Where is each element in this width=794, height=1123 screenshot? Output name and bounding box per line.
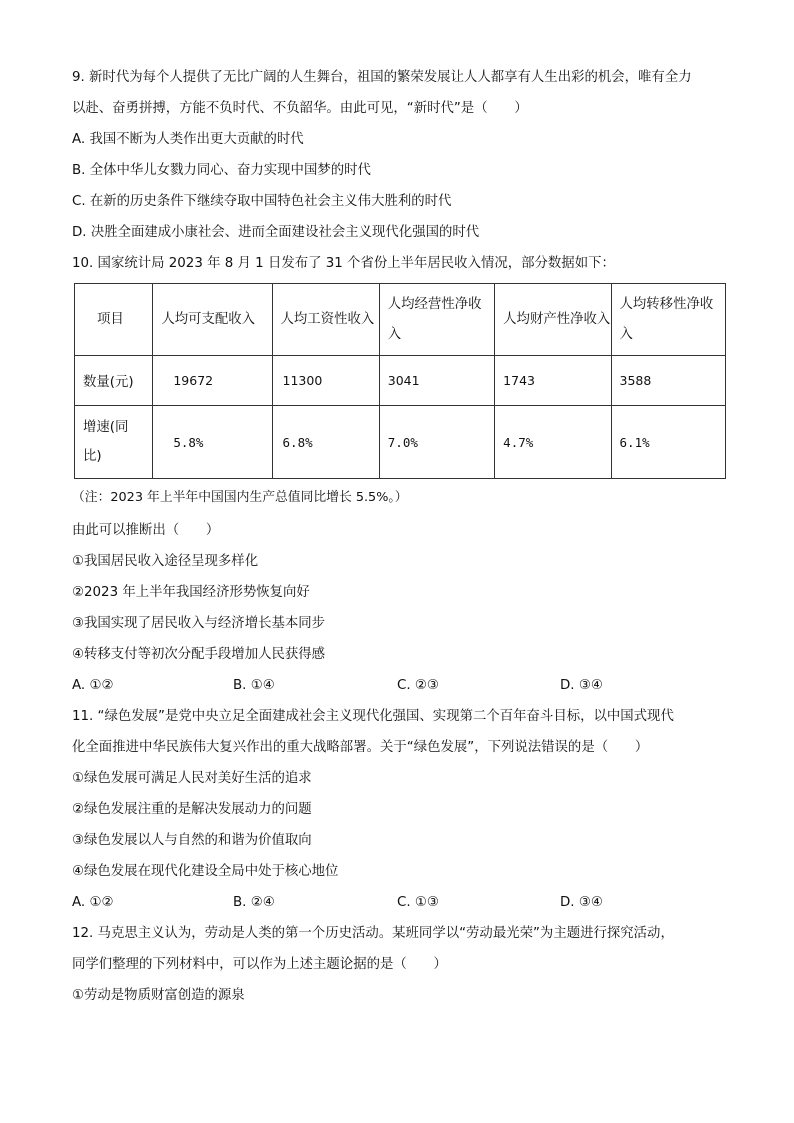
question-10-statement-3: ③我国实现了居民收入与经济增长基本同步 bbox=[72, 616, 326, 631]
question-11-statement-1: ①绿色发展可满足人民对美好生活的追求 bbox=[72, 771, 312, 786]
table-row-label: 数量(元) bbox=[75, 356, 153, 406]
question-11-stem-line-2: 化全面推进中华民族伟大复兴作出的重大战略部署。关于“绿色发展”，下列说法错误的是（ ） bbox=[72, 740, 649, 755]
question-11-stem-line-1: 11. “绿色发展”是党中央立足全面建成社会主义现代化强国、实现第二个百年奋斗目标，以中国式现代 bbox=[72, 709, 674, 724]
table-header-row bbox=[75, 284, 726, 356]
table-row bbox=[75, 406, 726, 479]
choice-b: B. ②④ bbox=[233, 895, 275, 910]
table-header-cell: 人均可支配收入 bbox=[153, 284, 272, 356]
question-10-statement-1: ①我国居民收入途径呈现多样化 bbox=[72, 554, 259, 569]
question-11-statement-3: ③绿色发展以人与自然的和谐为价值取向 bbox=[72, 833, 312, 848]
question-10-statement-2: ②2023 年上半年我国经济形势恢复向好 bbox=[72, 585, 310, 600]
question-11-stem bbox=[72, 701, 726, 763]
table-cell: 6.8% bbox=[272, 406, 379, 479]
choice-a: A. ①② bbox=[72, 678, 114, 693]
question-9-stem bbox=[72, 62, 726, 124]
table-cell: 6.1% bbox=[611, 406, 725, 479]
table-header-cell: 项目 bbox=[75, 284, 153, 356]
question-11-choices bbox=[72, 887, 726, 918]
table-row bbox=[75, 356, 726, 406]
question-12-stem bbox=[72, 918, 726, 980]
question-9-stem-line-1: 9. 新时代为每个人提供了无比广阔的人生舞台，祖国的繁荣发展让人人都享有人生出彩的机会，唯有全力 bbox=[72, 70, 692, 85]
choice-d: D. ③④ bbox=[560, 895, 603, 910]
question-11-statement-2: ②绿色发展注重的是解决发展动力的问题 bbox=[72, 802, 312, 817]
choice-c: C. ②③ bbox=[397, 678, 439, 693]
table-header-cell: 人均工资性收入 bbox=[272, 284, 379, 356]
question-12-statement-1: ①劳动是物质财富创造的源泉 bbox=[72, 988, 245, 1003]
table-header-cell: 人均财产性净收入 bbox=[495, 284, 611, 356]
question-10-choices bbox=[72, 670, 726, 701]
table-header-cell: 人均转移性净收入 bbox=[611, 284, 725, 356]
question-12-stem-line-1: 12. 马克思主义认为，劳动是人类的第一个历史活动。某班同学以“劳动最光荣”为主题进行探究活动， bbox=[72, 926, 674, 941]
table-cell: 11300 bbox=[272, 356, 379, 406]
question-9-stem-line-2: 以赴、奋勇拼搏，方能不负时代、不负韶华。由此可见，“新时代”是（ ） bbox=[72, 101, 528, 116]
choice-b: B. ①④ bbox=[233, 678, 275, 693]
question-9-option-c: C. 在新的历史条件下继续夺取中国特色社会主义伟大胜利的时代 bbox=[72, 194, 452, 209]
exam-page bbox=[72, 62, 726, 1011]
income-table bbox=[74, 283, 726, 479]
question-10-stem: 10. 国家统计局 2023 年 8 月 1 日发布了 31 个省份上半年居民收入情况，部分数据如下： bbox=[72, 256, 615, 271]
table-row-label: 增速(同比) bbox=[75, 406, 153, 479]
choice-c: C. ①③ bbox=[397, 895, 439, 910]
table-cell: 5.8% bbox=[153, 406, 272, 479]
table-cell: 3588 bbox=[611, 356, 725, 406]
question-9-option-d: D. 决胜全面建成小康社会、进而全面建设社会主义现代化强国的时代 bbox=[72, 225, 480, 240]
question-10-prompt: 由此可以推断出（ ） bbox=[72, 523, 220, 538]
question-12-stem-line-2: 同学们整理的下列材料中，可以作为上述主题论据的是（ ） bbox=[72, 957, 447, 972]
question-9-option-a: A. 我国不断为人类作出更大贡献的时代 bbox=[72, 132, 304, 147]
question-10-statement-4: ④转移支付等初次分配手段增加人民获得感 bbox=[72, 647, 326, 662]
table-cell: 3041 bbox=[379, 356, 494, 406]
table-header-cell: 人均经营性净收入 bbox=[379, 284, 494, 356]
table-cell: 19672 bbox=[153, 356, 272, 406]
table-cell: 4.7% bbox=[495, 406, 611, 479]
choice-a: A. ①② bbox=[72, 895, 114, 910]
choice-d: D. ③④ bbox=[560, 678, 603, 693]
table-note: （注：2023 年上半年中国国内生产总值同比增长 5.5%。） bbox=[72, 490, 408, 505]
question-11-statement-4: ④绿色发展在现代化建设全局中处于核心地位 bbox=[72, 864, 339, 879]
question-9-option-b: B. 全体中华儿女戮力同心、奋力实现中国梦的时代 bbox=[72, 163, 371, 178]
table-cell: 7.0% bbox=[379, 406, 494, 479]
table-cell: 1743 bbox=[495, 356, 611, 406]
